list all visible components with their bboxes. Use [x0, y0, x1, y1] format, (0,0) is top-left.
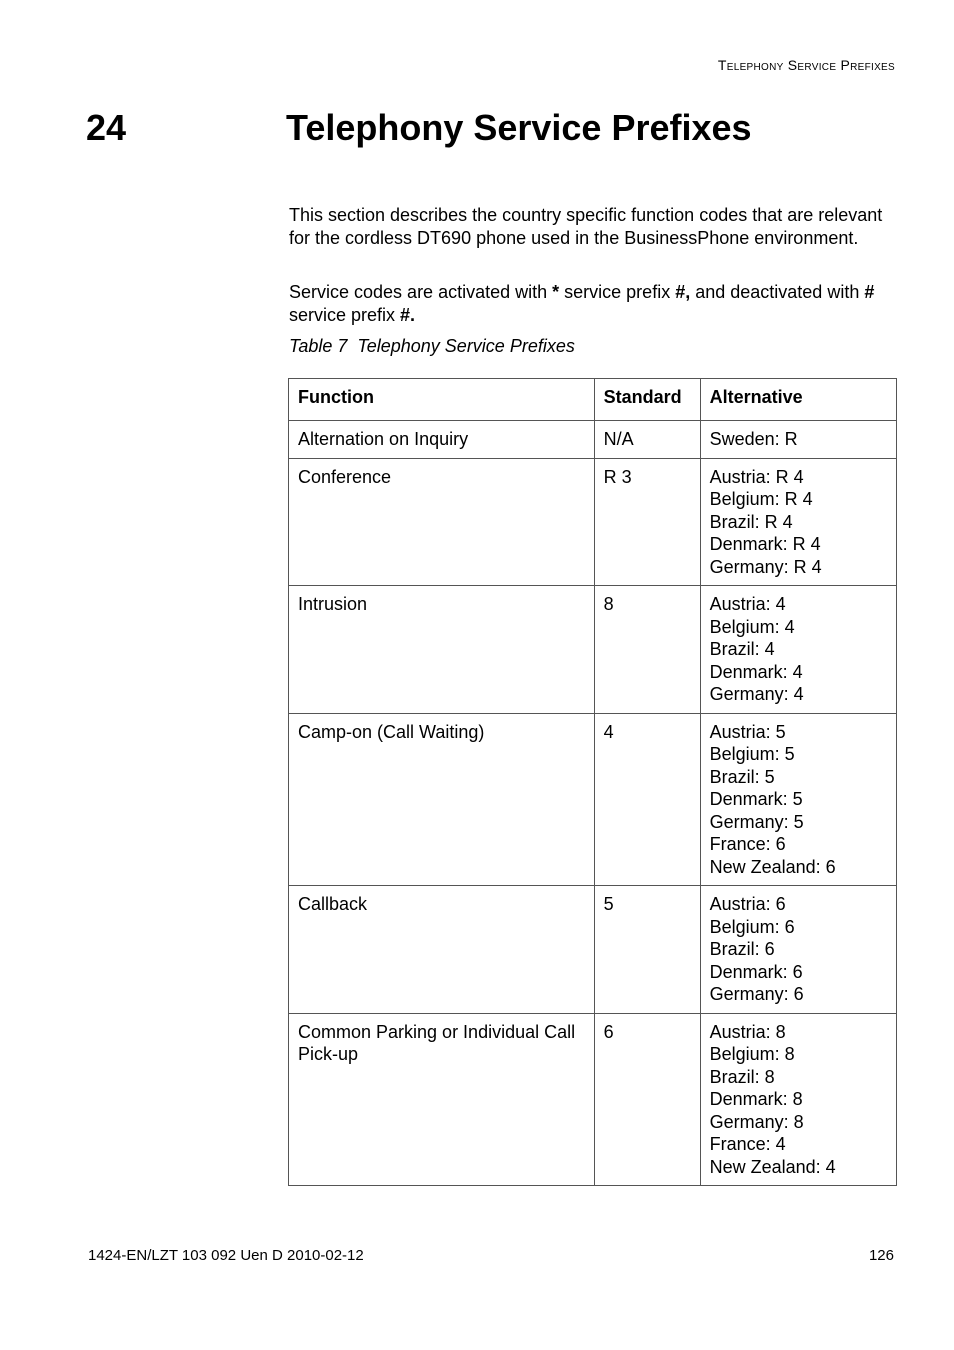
service-note-text: and deactivated with	[690, 282, 865, 302]
alternative-code: Austria: R 4	[709, 466, 804, 487]
alternative-code: Brazil: R 4	[709, 511, 793, 532]
table-row	[289, 1013, 897, 1186]
alternative-code: Denmark: 6	[709, 961, 803, 982]
alternative-code: Germany: 5	[709, 811, 804, 832]
alternative-code: Brazil: 4	[709, 639, 775, 659]
table-row	[289, 421, 897, 459]
cell-alternative	[700, 586, 896, 714]
table-row	[289, 886, 897, 1014]
cell-function: Intrusion	[289, 586, 595, 714]
alternative-code: Denmark: 8	[709, 1089, 803, 1109]
cell-standard: 8	[594, 586, 700, 714]
table-caption-number: Table 7	[289, 336, 348, 356]
alternative-code: Austria: 5	[709, 721, 786, 742]
alternative-code: Sweden: R	[709, 429, 798, 449]
cell-standard: R 3	[594, 458, 700, 586]
alternative-code: Brazil: 8	[709, 1066, 775, 1087]
deactivation-suffix-code: #.	[400, 304, 416, 325]
service-note-text: Service codes are activated with	[289, 282, 553, 302]
alternative-code: Belgium: 4	[709, 616, 795, 637]
cell-function: Camp-on (Call Waiting)	[289, 713, 595, 886]
table-header-row	[289, 379, 897, 421]
cell-function: Common Parking or Individual Call Pick-up	[289, 1013, 595, 1186]
table-caption	[289, 335, 575, 357]
alternative-code: Austria: 8	[709, 1021, 786, 1042]
cell-standard: 4	[594, 713, 700, 886]
activation-suffix-code: #,	[675, 282, 691, 302]
alternative-code: Germany: 4	[709, 684, 804, 704]
alternative-code: Brazil: 5	[709, 766, 775, 787]
column-header-function: Function	[289, 379, 595, 421]
service-code-paragraph	[289, 281, 897, 326]
cell-standard: 5	[594, 886, 700, 1014]
activation-prefix-code: *	[552, 282, 560, 302]
alternative-code: France: 4	[709, 1134, 786, 1154]
table-row	[289, 458, 897, 586]
service-note-text: service prefix	[289, 304, 401, 325]
alternative-code: Germany: R 4	[709, 556, 822, 577]
column-header-standard: Standard	[594, 379, 700, 421]
table-row	[289, 586, 897, 714]
cell-alternative	[700, 458, 896, 586]
footer-page-number: 126	[868, 1247, 894, 1264]
alternative-code: Germany: 6	[709, 984, 804, 1004]
column-header-alternative: Alternative	[700, 379, 896, 421]
footer-doc-id: 1424-EN/LZT 103 092 Uen D 2010-02-12	[88, 1247, 364, 1264]
cell-alternative	[700, 1013, 896, 1186]
intro-paragraph: This section describes the country specific function codes that are relevant for the cordless DT690 phone used in the BusinessPhone environment.	[289, 205, 883, 248]
alternative-code: Belgium: 8	[709, 1044, 795, 1064]
alternative-code: Belgium: R 4	[709, 489, 813, 509]
cell-alternative	[700, 713, 896, 886]
chapter-title: Telephony Service Prefixes	[286, 107, 752, 148]
cell-function: Conference	[289, 458, 595, 586]
alternative-code: Austria: 6	[709, 894, 786, 914]
cell-alternative	[700, 421, 896, 459]
alternative-code: Germany: 8	[709, 1111, 804, 1132]
alternative-code: Denmark: 4	[709, 661, 803, 682]
cell-alternative	[700, 886, 896, 1014]
deactivation-prefix-code: #	[864, 282, 875, 302]
service-note-text: service prefix	[559, 282, 676, 302]
chapter-number: 24	[86, 107, 127, 148]
table-row	[289, 713, 897, 886]
alternative-code: Denmark: R 4	[709, 534, 821, 554]
table-caption-title: Telephony Service Prefixes	[357, 336, 575, 356]
cell-standard: 6	[594, 1013, 700, 1186]
cell-function: Alternation on Inquiry	[289, 421, 595, 459]
prefix-table	[288, 378, 897, 1186]
alternative-code: France: 6	[709, 834, 786, 854]
cell-standard: N/A	[594, 421, 700, 459]
running-header: Telephony Service Prefixes	[717, 57, 895, 73]
alternative-code: Belgium: 5	[709, 744, 795, 764]
alternative-code: Brazil: 6	[709, 939, 775, 959]
alternative-code: Austria: 4	[709, 594, 786, 614]
table-body	[289, 421, 897, 1186]
alternative-code: Denmark: 5	[709, 789, 803, 809]
alternative-code: Belgium: 6	[709, 916, 795, 937]
alternative-code: New Zealand: 4	[709, 1156, 836, 1177]
alternative-code: New Zealand: 6	[709, 856, 836, 877]
cell-function: Callback	[289, 886, 595, 1014]
